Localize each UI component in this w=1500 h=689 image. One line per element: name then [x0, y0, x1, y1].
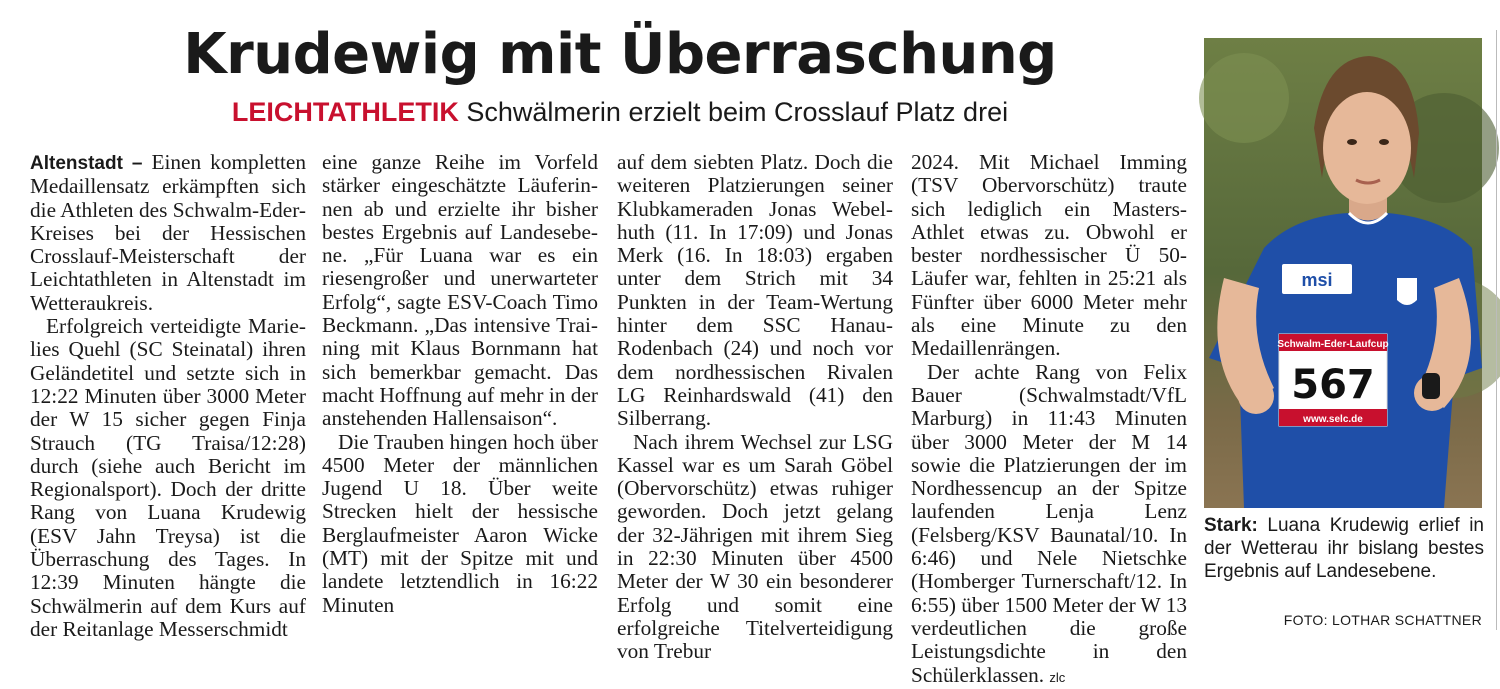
runner-face	[1323, 92, 1411, 204]
headline: Krudewig mit Überraschung	[183, 22, 1057, 87]
shirt-sponsor-text: msi	[1301, 270, 1333, 290]
article-paragraph: Nach ihrem Wechsel zur LSG Kassel war es um Sarah Göbel (Obervorschütz) etwas ruhiger geworden. Doch jetzt gelang der 32-Jährigen mit ihrem Sieg in 22:30 Minuten über 4500 Meter der W 30 ein besonderer Erfolg und somit eine erfolgreiche Titelverteidigung von Trebur	[617, 429, 893, 664]
article-column-4	[911, 151, 1187, 689]
photo-caption	[1204, 514, 1484, 583]
article-paragraph	[30, 151, 306, 315]
article-text: Einen kompletten Medaillensatz erkämpften sich die Athleten des Schwalm-Eder-Kreises bei der Hessischen Crosslauf-Meisterschaft der Leichtathleten in Altenstadt im Wetteraukreis.	[30, 150, 306, 315]
article-column-2	[322, 151, 598, 617]
subheadline-text: Schwälmerin erzielt beim Crosslauf Platz drei	[466, 97, 1009, 127]
bib-banner-text: Schwalm-Eder-Laufcup	[1277, 339, 1389, 350]
article-paragraph: Erfolgreich verteidigte Marielies Quehl (SC Steinatal) ihren Geländetitel und setzte sich in 12:22 Minuten über 3000 Meter der W 15 sicher gegen Finja Strauch (TG Traisa/12:28) durch (siehe auch Bericht im Regionalsport). Doch der dritte Rang von Luana Krudewig (ESV Jahn Treysa) ist die Überraschung des Tages. In 12:39 Minuten hängte die Schwälmerin auf dem Kurs auf der Reitanlage Messerschmidt	[30, 314, 306, 641]
article-text: Der achte Rang von Felix Bauer (Schwalmstadt/VfL Marburg) in 11:43 Minuten über 3000 Meter der M 14 sowie die Platzierungen der im Nordhessencup an der Spitze laufenden Lenja Lenz (Felsberg/KSV Baunatal/10. In 6:46) und Nele Nietschke (Homberger Turnerschaft/12. In 6:55) über 1500 Meter der W 13 verdeutlichen die große Leistungsdichte in den Schülerklassen.	[911, 359, 1188, 687]
runner-photo	[1204, 38, 1482, 508]
bib-url-text: www.selc.de	[1303, 414, 1363, 425]
article-column-1	[30, 151, 306, 641]
dateline: Altenstadt –	[30, 153, 143, 174]
section-kicker: LEICHTATHLETIK	[231, 97, 459, 127]
sport-watch-icon	[1422, 373, 1440, 399]
article-column-3	[617, 151, 893, 664]
bib-number: 567	[1291, 362, 1375, 408]
article-paragraph: auf dem siebten Platz. Doch die weiteren Platzierungen seiner Klubkameraden Jonas Webelhuth (11. In 17:09) und Jonas Merk (16. In 18:03) ergaben unter dem Strich mit 34 Punkten in der Team-Wertung hinter dem SSC Hanau-Rodenbach (24) und noch vor dem nordhessischen Rivalen LG Reinhardswald (41) den Silberrang.	[617, 150, 893, 431]
caption-text: Luana Krudewig erlief in der Wetterau ihr bislang bestes Ergebnis auf Landesebene.	[1204, 515, 1484, 582]
author-byline: zlc	[1049, 669, 1066, 685]
article-paragraph: Die Trauben hingen hoch über 4500 Meter der männlichen Jugend U 18. Über weite Strecken hielt der hessische Berglaufmeister Aaron Wicke (MT) mit der Spitze mit und landete letztendlich in 16:22 Minuten	[322, 429, 598, 617]
club-crest-icon	[1397, 278, 1417, 305]
caption-lead: Stark:	[1204, 515, 1258, 536]
article-paragraph: 2024. Mit Michael Imming (TSV Obervorschütz) traute sich lediglich ein Masters-Athlet etwas zu. Obwohl er bester nordhessischer Ü 50-Läufer war, fehlten in 25:21 als Fünfter über 6000 Meter mehr als eine Minute zu den Medaillenrängen.	[911, 150, 1187, 361]
article-paragraph	[911, 361, 1187, 689]
photo-credit: FOTO: LOTHAR SCHATTNER	[1283, 612, 1482, 628]
subheadline	[120, 97, 1120, 128]
column-divider	[1496, 30, 1497, 630]
article-paragraph: eine ganze Reihe im Vorfeld stärker eingeschätzte Läuferinnen ab und erzielte ihr bisher bestes Ergebnis auf Landesebene. „Für Luana war es ein riesengroßer und unerwarteter Erfolg“, sagte ESV-Coach Timo Beckmann. „Das intensive Training mit Klaus Bornmann hat sich bemerkbar gemacht. Das macht Hoffnung auf mehr in der anstehenden Hallensaison“.	[322, 150, 598, 431]
